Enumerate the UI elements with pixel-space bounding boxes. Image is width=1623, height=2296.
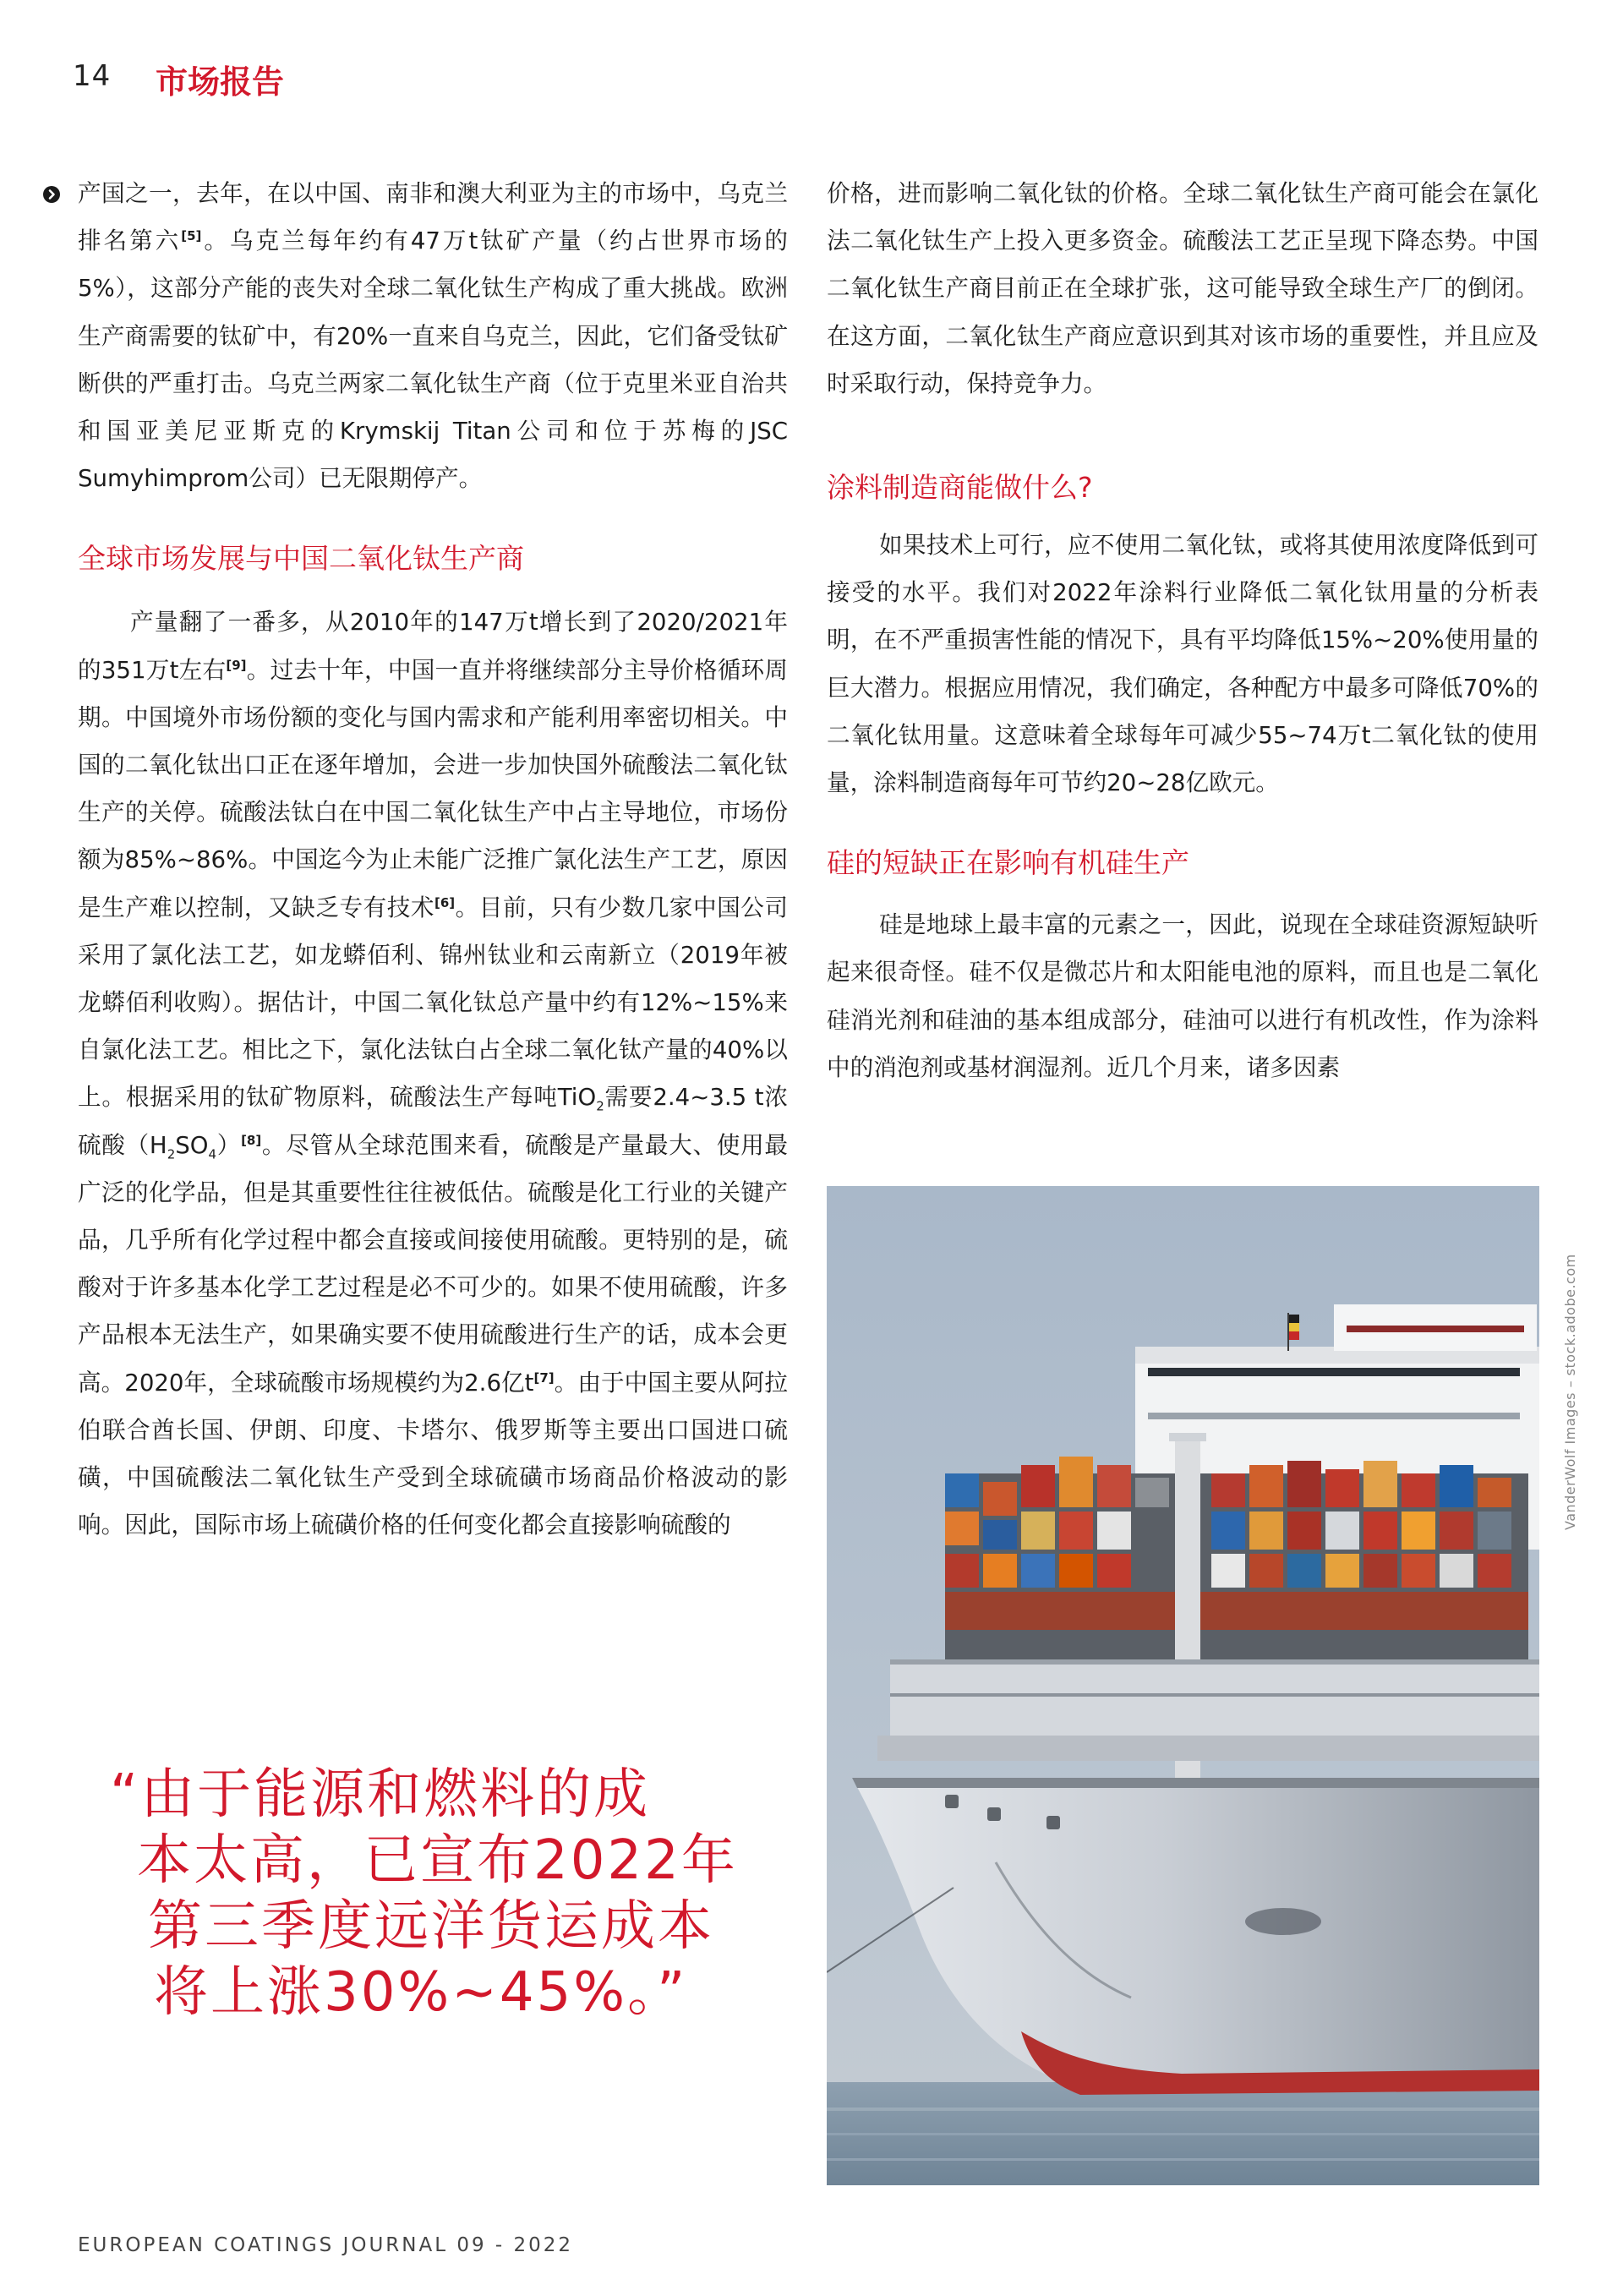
intro-paragraph: 产国之一，去年，在以中国、南非和澳大利亚为主的市场中，乌克兰排名第六[5]。乌克兰每年约有47万t钛矿产量（约占世界市场的5%），这部分产能的丧失对全球二氧化钛生产构成了重大挑战。欧洲生产商需要的钛矿中，有20%一直来自乌克兰，因此，它们备受钛矿断供的严重打击。乌克兰两家二氧化钛生产商（位于克里米亚自治共和国亚美尼亚斯克的Krymskij Titan公司和位于苏梅的JSC Sumyhimprom公司）已无限期停产。 (78, 179, 788, 493)
body-paragraph: 硅是地球上最丰富的元素之一，因此，说现在全球硅资源短缺听起来很奇怪。硅不仅是微芯片和太阳能电池的原料，而且也是二氧化硅消光剂和硅油的基本组成部分，硅油可以进行有机改性，作为涂料中的消泡剂或基材润湿剂。近几个月来，诸多因素 (827, 910, 1538, 1081)
quote-line: 本太高，已宣布2022年 (137, 1829, 738, 1892)
pull-quote (110, 1762, 778, 2025)
containers (945, 1457, 1528, 1668)
quote-line: 将上涨30%~45%。” (154, 1961, 688, 2024)
citation: [5] (181, 228, 202, 244)
chevron-right-icon (43, 186, 60, 203)
page-number: 14 (73, 59, 112, 93)
section-title: 市场报告 (156, 63, 285, 101)
left-column (78, 170, 788, 1549)
right-column (827, 170, 1538, 1091)
photo-credit: VanderWolf Images – stock.adobe.com (1562, 1254, 1578, 1530)
citation: [6] (434, 894, 456, 910)
quote-line: 第三季度远洋货运成本 (148, 1895, 714, 1958)
section-heading: 全球市场发展与中国二氧化钛生产商 (78, 542, 524, 576)
footer-journal: EUROPEAN COATINGS JOURNAL 09 - 2022 (78, 2234, 574, 2256)
quote-line: “由于能源和燃料的成 (110, 1763, 651, 1826)
body-paragraph: 价格，进而影响二氧化钛的价格。全球二氧化钛生产商可能会在氯化法二氧化钛生产上投入更多资金。硫酸法工艺正呈现下降态势。中国二氧化钛生产商目前正在全球扩张，这可能导致全球生产厂的倒闭。在这方面，二氧化钛生产商应意识到其对该市场的重要性，并且应及时采取行动，保持竞争力。 (827, 179, 1538, 397)
body-paragraph: 如果技术上可行，应不使用二氧化钛，或将其使用浓度降低到可接受的水平。我们对2022年涂料行业降低二氧化钛用量的分析表明，在不严重损害性能的情况下，具有平均降低15%~20%使用量的巨大潜力。根据应用情况，我们确定，各种配方中最多可降低70%的二氧化钛用量。这意味着全球每年可减少55~74万t二氧化钛的使用量，涂料制造商每年可节约20~28亿欧元。 (827, 531, 1538, 797)
section-heading: 硅的短缺正在影响有机硅生产 (827, 846, 1189, 880)
body-paragraph: 产量翻了一番多，从2010年的147万t增长到了2020/2021年的351万t左右[9]。过去十年，中国一直并将继续部分主导价格循环周期。中国境外市场份额的变化与国内需求和产能利用率密切相关。中国的二氧化钛出口正在逐年增加，会进一步加快国外硫酸法二氧化钛生产的关停。硫酸法钛白在中国二氧化钛生产中占主导地位，市场份额为85%~86%。中国迄今为止未能广泛推广氯化法生产工艺，原因是生产难以控制，又缺乏专有技术[6]。目前，只有少数几家中国公司采用了氯化法工艺，如龙蟒佰利、锦州钛业和云南新立（2019年被龙蟒佰利收购）。据估计，中国二氧化钛总产量中约有12%~15%来自氯化法工艺。相比之下，氯化法钛白占全球二氧化钛产量的40%以上。根据采用的钛矿物原料，硫酸法生产每吨TiO$_2$需要2.4~3.5 t浓硫酸$(H_2SO_4)[8]$。尽管从全球范围来看，硫酸是产量最大、使用最广泛的化学品，但是其重要性往往被低估。硫酸是化工行业的关键产品，几乎所有化学过程中都会直接或间接使用硫酸。更特别的是，硫酸对于许多基本化学工艺过程是必不可少的。如果不使用硫酸，许多产品根本无法生产，如果确实要不使用硫酸进行生产的话，成本会更高。2020年，全球硫酸市场规模约为2.6亿t[7]。由于中国主要从阿拉伯联合酋长国、伊朗、印度、卡塔尔、俄罗斯等主要出口国进口硫磺，中国硫酸法二氧化钛生产受到全球硫磺市场商品价格波动的影响。因此，国际市场上硫磺价格的任何变化都会直接影响硫酸的 (78, 608, 788, 1539)
citation: [8] (241, 1132, 262, 1148)
container-ship-photo (827, 1186, 1539, 2185)
citation: [9] (226, 657, 247, 673)
section-heading: 涂料制造商能做什么? (827, 471, 1093, 505)
citation: [7] (533, 1369, 555, 1386)
